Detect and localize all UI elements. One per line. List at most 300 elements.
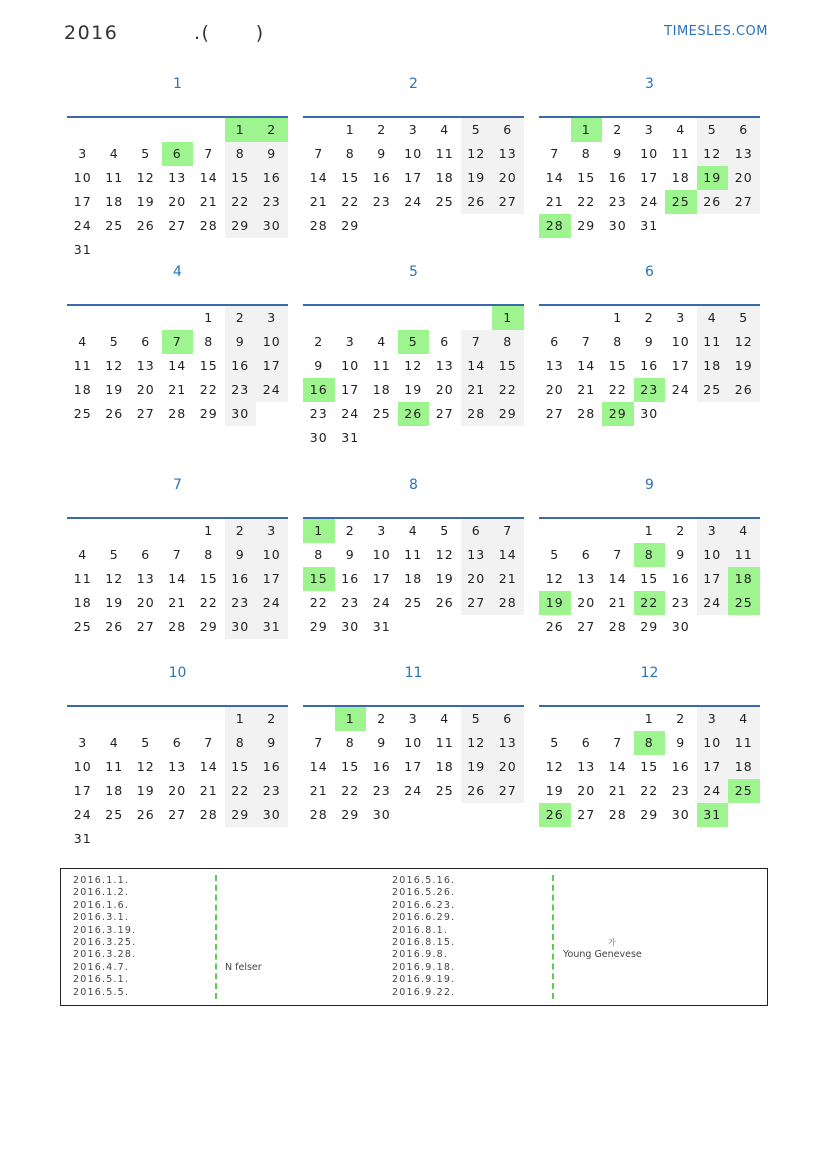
- day-cell[interactable]: 6: [581, 547, 591, 562]
- day-cell[interactable]: 4: [728, 519, 760, 543]
- day-cell[interactable]: 20: [577, 783, 596, 798]
- day-cell[interactable]: 5: [398, 330, 430, 354]
- day-cell[interactable]: 6: [492, 707, 524, 731]
- day-cell[interactable]: 22: [309, 595, 328, 610]
- day-cell[interactable]: 31: [73, 242, 92, 257]
- day-cell[interactable]: 17: [640, 170, 659, 185]
- day-cell[interactable]: 12: [545, 571, 564, 586]
- day-cell[interactable]: 16: [372, 759, 391, 774]
- day-cell[interactable]: 10: [640, 146, 659, 161]
- day-cell[interactable]: 4: [78, 334, 88, 349]
- day-cell[interactable]: 9: [644, 334, 654, 349]
- day-cell[interactable]: 3: [676, 310, 686, 325]
- day-cell[interactable]: 2: [225, 306, 257, 330]
- day-cell[interactable]: 28: [608, 619, 627, 634]
- day-cell[interactable]: 23: [634, 378, 666, 402]
- day-cell[interactable]: 20: [492, 166, 524, 190]
- day-cell[interactable]: 2: [256, 118, 288, 142]
- day-cell[interactable]: 21: [492, 567, 524, 591]
- day-cell[interactable]: 1: [303, 519, 335, 543]
- day-cell[interactable]: 24: [73, 218, 92, 233]
- day-cell[interactable]: 27: [168, 218, 187, 233]
- day-cell[interactable]: 19: [697, 166, 729, 190]
- day-cell[interactable]: 30: [256, 214, 288, 238]
- day-cell[interactable]: 19: [136, 783, 155, 798]
- day-cell[interactable]: 14: [608, 571, 627, 586]
- day-cell[interactable]: 23: [309, 406, 328, 421]
- day-cell[interactable]: 16: [225, 354, 257, 378]
- day-cell[interactable]: 26: [539, 803, 571, 827]
- day-cell[interactable]: 2: [345, 523, 355, 538]
- day-cell[interactable]: 7: [204, 146, 214, 161]
- day-cell[interactable]: 14: [199, 759, 218, 774]
- day-cell[interactable]: 30: [256, 803, 288, 827]
- day-cell[interactable]: 6: [172, 735, 182, 750]
- day-cell[interactable]: 7: [314, 146, 324, 161]
- day-cell[interactable]: 4: [78, 547, 88, 562]
- day-cell[interactable]: 3: [345, 334, 355, 349]
- day-cell[interactable]: 4: [676, 122, 686, 137]
- day-cell[interactable]: 22: [341, 783, 360, 798]
- day-cell[interactable]: 29: [341, 807, 360, 822]
- day-cell[interactable]: 8: [225, 142, 257, 166]
- day-cell[interactable]: 22: [199, 382, 218, 397]
- day-cell[interactable]: 6: [492, 118, 524, 142]
- day-cell[interactable]: 16: [671, 759, 690, 774]
- day-cell[interactable]: 15: [341, 170, 360, 185]
- day-cell[interactable]: 9: [676, 547, 686, 562]
- day-cell[interactable]: 3: [644, 122, 654, 137]
- day-cell[interactable]: 21: [199, 194, 218, 209]
- day-cell[interactable]: 5: [461, 118, 493, 142]
- day-cell[interactable]: 10: [372, 547, 391, 562]
- day-cell[interactable]: 5: [697, 118, 729, 142]
- day-cell[interactable]: 26: [545, 619, 564, 634]
- day-cell[interactable]: 16: [341, 571, 360, 586]
- day-cell[interactable]: 8: [492, 330, 524, 354]
- day-cell[interactable]: 17: [73, 783, 92, 798]
- day-cell[interactable]: 22: [492, 378, 524, 402]
- day-cell[interactable]: 29: [225, 803, 257, 827]
- day-cell[interactable]: 8: [314, 547, 324, 562]
- day-cell[interactable]: 14: [461, 354, 493, 378]
- day-cell[interactable]: 13: [136, 358, 155, 373]
- day-cell[interactable]: 9: [345, 547, 355, 562]
- day-cell[interactable]: 1: [335, 707, 367, 731]
- day-cell[interactable]: 20: [545, 382, 564, 397]
- day-cell[interactable]: 13: [577, 759, 596, 774]
- day-cell[interactable]: 25: [665, 190, 697, 214]
- day-cell[interactable]: 21: [199, 783, 218, 798]
- day-cell[interactable]: 21: [577, 382, 596, 397]
- day-cell[interactable]: 12: [105, 358, 124, 373]
- day-cell[interactable]: 2: [377, 711, 387, 726]
- day-cell[interactable]: 17: [341, 382, 360, 397]
- day-cell[interactable]: 21: [461, 378, 493, 402]
- day-cell[interactable]: 3: [408, 122, 418, 137]
- day-cell[interactable]: 18: [73, 382, 92, 397]
- day-cell[interactable]: 15: [225, 755, 257, 779]
- day-cell[interactable]: 20: [168, 194, 187, 209]
- day-cell[interactable]: 1: [225, 707, 257, 731]
- day-cell[interactable]: 27: [136, 406, 155, 421]
- day-cell[interactable]: 23: [341, 595, 360, 610]
- day-cell[interactable]: 16: [256, 166, 288, 190]
- day-cell[interactable]: 18: [728, 567, 760, 591]
- day-cell[interactable]: 18: [105, 194, 124, 209]
- day-cell[interactable]: 12: [404, 358, 423, 373]
- day-cell[interactable]: 29: [602, 402, 634, 426]
- day-cell[interactable]: 13: [168, 170, 187, 185]
- day-cell[interactable]: 20: [577, 595, 596, 610]
- day-cell[interactable]: 9: [676, 735, 686, 750]
- day-cell[interactable]: 25: [404, 595, 423, 610]
- day-cell[interactable]: 24: [404, 194, 423, 209]
- day-cell[interactable]: 27: [136, 619, 155, 634]
- day-cell[interactable]: 26: [398, 402, 430, 426]
- day-cell[interactable]: 23: [372, 783, 391, 798]
- day-cell[interactable]: 24: [341, 406, 360, 421]
- day-cell[interactable]: 11: [435, 146, 454, 161]
- day-cell[interactable]: 14: [199, 170, 218, 185]
- day-cell[interactable]: 23: [372, 194, 391, 209]
- day-cell[interactable]: 14: [309, 759, 328, 774]
- day-cell[interactable]: 1: [644, 523, 654, 538]
- day-cell[interactable]: 20: [435, 382, 454, 397]
- day-cell[interactable]: 31: [256, 615, 288, 639]
- day-cell[interactable]: 21: [608, 595, 627, 610]
- day-cell[interactable]: 25: [697, 378, 729, 402]
- day-cell[interactable]: 7: [204, 735, 214, 750]
- day-cell[interactable]: 2: [377, 122, 387, 137]
- day-cell[interactable]: 6: [141, 334, 151, 349]
- day-cell[interactable]: 18: [372, 382, 391, 397]
- day-cell[interactable]: 9: [256, 731, 288, 755]
- day-cell[interactable]: 21: [608, 783, 627, 798]
- day-cell[interactable]: 13: [545, 358, 564, 373]
- day-cell[interactable]: 24: [404, 783, 423, 798]
- day-cell[interactable]: 9: [225, 543, 257, 567]
- day-cell[interactable]: 8: [634, 543, 666, 567]
- day-cell[interactable]: 1: [492, 306, 524, 330]
- day-cell[interactable]: 6: [728, 118, 760, 142]
- day-cell[interactable]: 6: [581, 735, 591, 750]
- day-cell[interactable]: 8: [204, 547, 214, 562]
- day-cell[interactable]: 13: [168, 759, 187, 774]
- day-cell[interactable]: 14: [168, 358, 187, 373]
- day-cell[interactable]: 27: [545, 406, 564, 421]
- day-cell[interactable]: 22: [199, 595, 218, 610]
- day-cell[interactable]: 28: [577, 406, 596, 421]
- day-cell[interactable]: 30: [372, 807, 391, 822]
- day-cell[interactable]: 3: [697, 519, 729, 543]
- day-cell[interactable]: 1: [225, 118, 257, 142]
- day-cell[interactable]: 11: [728, 731, 760, 755]
- day-cell[interactable]: 21: [309, 194, 328, 209]
- day-cell[interactable]: 11: [105, 759, 124, 774]
- day-cell[interactable]: 6: [141, 547, 151, 562]
- day-cell[interactable]: 10: [404, 146, 423, 161]
- day-cell[interactable]: 10: [256, 543, 288, 567]
- day-cell[interactable]: 16: [256, 755, 288, 779]
- day-cell[interactable]: 29: [225, 214, 257, 238]
- day-cell[interactable]: 24: [697, 591, 729, 615]
- day-cell[interactable]: 18: [671, 170, 690, 185]
- day-cell[interactable]: 2: [314, 334, 324, 349]
- day-cell[interactable]: 17: [404, 170, 423, 185]
- day-cell[interactable]: 19: [105, 382, 124, 397]
- day-cell[interactable]: 23: [225, 591, 257, 615]
- day-cell[interactable]: 26: [461, 190, 493, 214]
- day-cell[interactable]: 15: [341, 759, 360, 774]
- day-cell[interactable]: 5: [109, 334, 119, 349]
- day-cell[interactable]: 12: [136, 170, 155, 185]
- day-cell[interactable]: 30: [309, 430, 328, 445]
- day-cell[interactable]: 12: [545, 759, 564, 774]
- day-cell[interactable]: 17: [671, 358, 690, 373]
- day-cell[interactable]: 25: [73, 406, 92, 421]
- day-cell[interactable]: 19: [136, 194, 155, 209]
- day-cell[interactable]: 15: [225, 166, 257, 190]
- day-cell[interactable]: 28: [199, 218, 218, 233]
- day-cell[interactable]: 3: [256, 306, 288, 330]
- day-cell[interactable]: 17: [404, 759, 423, 774]
- day-cell[interactable]: 22: [225, 190, 257, 214]
- day-cell[interactable]: 7: [581, 334, 591, 349]
- day-cell[interactable]: 22: [577, 194, 596, 209]
- day-cell[interactable]: 27: [435, 406, 454, 421]
- day-cell[interactable]: 26: [461, 779, 493, 803]
- day-cell[interactable]: 29: [199, 619, 218, 634]
- day-cell[interactable]: 6: [162, 142, 194, 166]
- day-cell[interactable]: 1: [613, 310, 623, 325]
- day-cell[interactable]: 18: [435, 170, 454, 185]
- day-cell[interactable]: 6: [440, 334, 450, 349]
- day-cell[interactable]: 7: [613, 547, 623, 562]
- day-cell[interactable]: 18: [105, 783, 124, 798]
- day-cell[interactable]: 29: [341, 218, 360, 233]
- day-cell[interactable]: 25: [728, 779, 760, 803]
- day-cell[interactable]: 14: [545, 170, 564, 185]
- day-cell[interactable]: 1: [644, 711, 654, 726]
- day-cell[interactable]: 23: [256, 779, 288, 803]
- day-cell[interactable]: 15: [577, 170, 596, 185]
- day-cell[interactable]: 7: [461, 330, 493, 354]
- day-cell[interactable]: 6: [461, 519, 493, 543]
- day-cell[interactable]: 5: [109, 547, 119, 562]
- day-cell[interactable]: 19: [728, 354, 760, 378]
- day-cell[interactable]: 27: [577, 807, 596, 822]
- day-cell[interactable]: 15: [492, 354, 524, 378]
- day-cell[interactable]: 24: [671, 382, 690, 397]
- day-cell[interactable]: 13: [461, 543, 493, 567]
- day-cell[interactable]: 11: [105, 170, 124, 185]
- day-cell[interactable]: 11: [671, 146, 690, 161]
- day-cell[interactable]: 27: [461, 591, 493, 615]
- day-cell[interactable]: 28: [168, 406, 187, 421]
- day-cell[interactable]: 11: [73, 358, 92, 373]
- day-cell[interactable]: 29: [640, 619, 659, 634]
- day-cell[interactable]: 22: [225, 779, 257, 803]
- day-cell[interactable]: 30: [225, 402, 257, 426]
- day-cell[interactable]: 9: [377, 146, 387, 161]
- day-cell[interactable]: 2: [225, 519, 257, 543]
- day-cell[interactable]: 27: [577, 619, 596, 634]
- day-cell[interactable]: 3: [697, 707, 729, 731]
- day-cell[interactable]: 4: [728, 707, 760, 731]
- day-cell[interactable]: 18: [73, 595, 92, 610]
- day-cell[interactable]: 28: [608, 807, 627, 822]
- day-cell[interactable]: 28: [309, 218, 328, 233]
- day-cell[interactable]: 11: [73, 571, 92, 586]
- day-cell[interactable]: 19: [461, 166, 493, 190]
- day-cell[interactable]: 26: [136, 218, 155, 233]
- day-cell[interactable]: 30: [341, 619, 360, 634]
- day-cell[interactable]: 17: [256, 567, 288, 591]
- day-cell[interactable]: 9: [377, 735, 387, 750]
- day-cell[interactable]: 5: [440, 523, 450, 538]
- day-cell[interactable]: 10: [697, 543, 729, 567]
- day-cell[interactable]: 19: [539, 591, 571, 615]
- day-cell[interactable]: 30: [608, 218, 627, 233]
- day-cell[interactable]: 2: [676, 523, 686, 538]
- day-cell[interactable]: 9: [314, 358, 324, 373]
- day-cell[interactable]: 24: [697, 779, 729, 803]
- day-cell[interactable]: 31: [372, 619, 391, 634]
- day-cell[interactable]: 23: [225, 378, 257, 402]
- day-cell[interactable]: 28: [309, 807, 328, 822]
- day-cell[interactable]: 24: [73, 807, 92, 822]
- day-cell[interactable]: 14: [168, 571, 187, 586]
- day-cell[interactable]: 17: [73, 194, 92, 209]
- day-cell[interactable]: 2: [676, 711, 686, 726]
- day-cell[interactable]: 18: [728, 755, 760, 779]
- day-cell[interactable]: 14: [309, 170, 328, 185]
- day-cell[interactable]: 18: [435, 759, 454, 774]
- day-cell[interactable]: 13: [492, 142, 524, 166]
- day-cell[interactable]: 1: [345, 122, 355, 137]
- day-cell[interactable]: 5: [141, 735, 151, 750]
- day-cell[interactable]: 12: [435, 547, 454, 562]
- day-cell[interactable]: 22: [640, 783, 659, 798]
- day-cell[interactable]: 23: [608, 194, 627, 209]
- day-cell[interactable]: 27: [728, 190, 760, 214]
- day-cell[interactable]: 10: [404, 735, 423, 750]
- day-cell[interactable]: 16: [303, 378, 335, 402]
- day-cell[interactable]: 8: [613, 334, 623, 349]
- day-cell[interactable]: 31: [73, 831, 92, 846]
- day-cell[interactable]: 10: [671, 334, 690, 349]
- day-cell[interactable]: 17: [697, 567, 729, 591]
- day-cell[interactable]: 25: [728, 591, 760, 615]
- day-cell[interactable]: 4: [109, 146, 119, 161]
- day-cell[interactable]: 30: [225, 615, 257, 639]
- day-cell[interactable]: 26: [728, 378, 760, 402]
- day-cell[interactable]: 7: [613, 735, 623, 750]
- day-cell[interactable]: 8: [345, 146, 355, 161]
- day-cell[interactable]: 10: [697, 731, 729, 755]
- day-cell[interactable]: 17: [372, 571, 391, 586]
- day-cell[interactable]: 24: [640, 194, 659, 209]
- day-cell[interactable]: 8: [204, 334, 214, 349]
- day-cell[interactable]: 16: [640, 358, 659, 373]
- day-cell[interactable]: 5: [141, 146, 151, 161]
- day-cell[interactable]: 2: [613, 122, 623, 137]
- day-cell[interactable]: 12: [105, 571, 124, 586]
- day-cell[interactable]: 1: [204, 310, 214, 325]
- day-cell[interactable]: 3: [377, 523, 387, 538]
- day-cell[interactable]: 21: [168, 595, 187, 610]
- day-cell[interactable]: 25: [435, 783, 454, 798]
- day-cell[interactable]: 11: [697, 330, 729, 354]
- day-cell[interactable]: 22: [634, 591, 666, 615]
- day-cell[interactable]: 4: [440, 122, 450, 137]
- day-cell[interactable]: 20: [136, 595, 155, 610]
- day-cell[interactable]: 26: [697, 190, 729, 214]
- day-cell[interactable]: 21: [309, 783, 328, 798]
- day-cell[interactable]: 29: [492, 402, 524, 426]
- day-cell[interactable]: 25: [372, 406, 391, 421]
- day-cell[interactable]: 19: [545, 783, 564, 798]
- day-cell[interactable]: 26: [435, 595, 454, 610]
- day-cell[interactable]: 3: [78, 146, 88, 161]
- day-cell[interactable]: 17: [256, 354, 288, 378]
- day-cell[interactable]: 15: [640, 759, 659, 774]
- day-cell[interactable]: 21: [168, 382, 187, 397]
- day-cell[interactable]: 4: [697, 306, 729, 330]
- day-cell[interactable]: 8: [225, 731, 257, 755]
- day-cell[interactable]: 21: [545, 194, 564, 209]
- day-cell[interactable]: 20: [168, 783, 187, 798]
- day-cell[interactable]: 10: [341, 358, 360, 373]
- day-cell[interactable]: 13: [492, 731, 524, 755]
- day-cell[interactable]: 27: [168, 807, 187, 822]
- day-cell[interactable]: 13: [577, 571, 596, 586]
- day-cell[interactable]: 4: [408, 523, 418, 538]
- site-logo[interactable]: TIMESLES.COM: [664, 24, 768, 39]
- day-cell[interactable]: 27: [492, 779, 524, 803]
- day-cell[interactable]: 25: [105, 218, 124, 233]
- day-cell[interactable]: 24: [372, 595, 391, 610]
- day-cell[interactable]: 28: [168, 619, 187, 634]
- day-cell[interactable]: 17: [697, 755, 729, 779]
- day-cell[interactable]: 24: [256, 378, 288, 402]
- day-cell[interactable]: 2: [256, 707, 288, 731]
- day-cell[interactable]: 8: [634, 731, 666, 755]
- day-cell[interactable]: 11: [435, 735, 454, 750]
- day-cell[interactable]: 9: [613, 146, 623, 161]
- day-cell[interactable]: 11: [372, 358, 391, 373]
- day-cell[interactable]: 8: [345, 735, 355, 750]
- day-cell[interactable]: 13: [136, 571, 155, 586]
- day-cell[interactable]: 20: [461, 567, 493, 591]
- day-cell[interactable]: 22: [341, 194, 360, 209]
- day-cell[interactable]: 7: [162, 330, 194, 354]
- day-cell[interactable]: 19: [435, 571, 454, 586]
- day-cell[interactable]: 15: [608, 358, 627, 373]
- day-cell[interactable]: 13: [435, 358, 454, 373]
- day-cell[interactable]: 31: [640, 218, 659, 233]
- day-cell[interactable]: 2: [644, 310, 654, 325]
- day-cell[interactable]: 12: [461, 731, 493, 755]
- day-cell[interactable]: 23: [671, 595, 690, 610]
- day-cell[interactable]: 10: [256, 330, 288, 354]
- day-cell[interactable]: 19: [105, 595, 124, 610]
- day-cell[interactable]: 5: [461, 707, 493, 731]
- day-cell[interactable]: 9: [256, 142, 288, 166]
- day-cell[interactable]: 15: [640, 571, 659, 586]
- day-cell[interactable]: 18: [404, 571, 423, 586]
